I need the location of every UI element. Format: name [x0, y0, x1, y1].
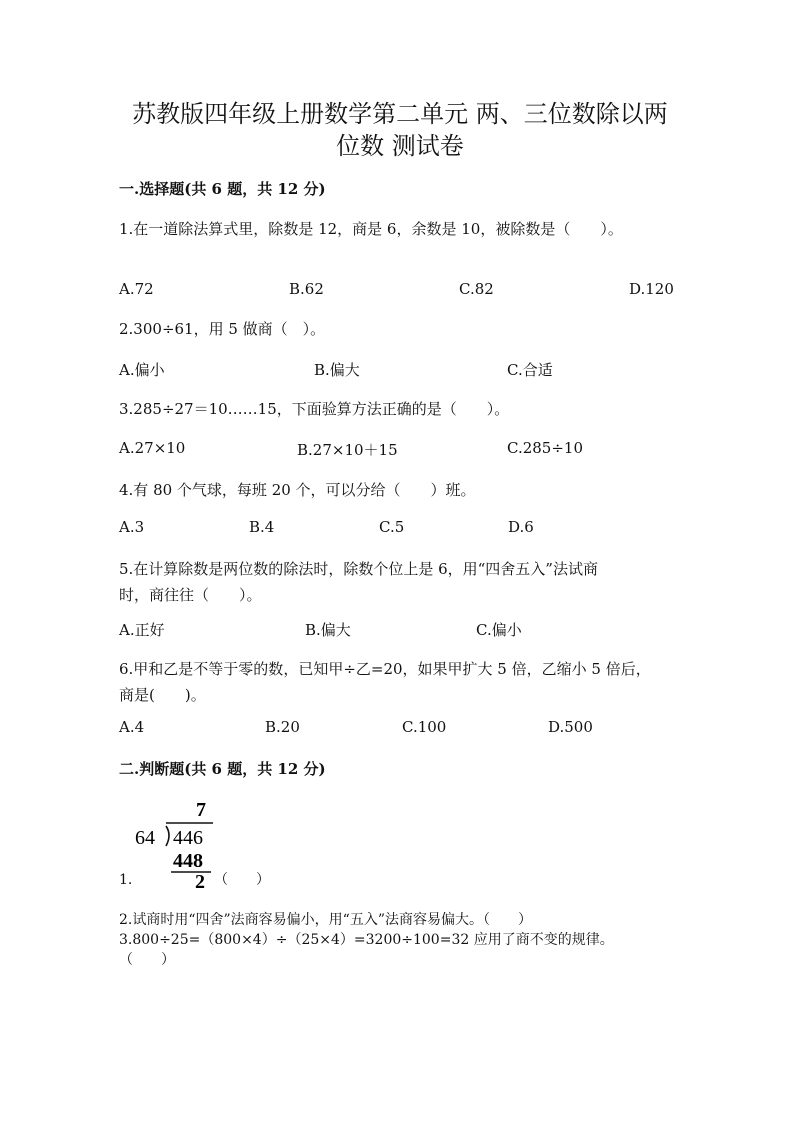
- title-line-1: 苏教版四年级上册数学第二单元 两、三位数除以两: [132, 100, 668, 128]
- section-heading-choice: 一.选择题(共 6 题，共 12 分): [119, 180, 326, 198]
- option-a: A.正好: [119, 621, 165, 639]
- option-d: D.120: [629, 280, 674, 298]
- option-b: B.62: [289, 280, 324, 298]
- question-5-line-1: 5.在计算除数是两位数的除法时，除数个位上是 6，用“四舍五入”法试商: [119, 560, 598, 578]
- option-b: B.偏大: [314, 361, 360, 379]
- question-5-line-2: 时，商往往（ ）。: [119, 586, 262, 604]
- question-6-options: [119, 718, 679, 740]
- question-1: 1.在一道除法算式里，除数是 12，商是 6，余数是 10，被除数是（ ）。: [119, 220, 623, 238]
- calc-remainder: 2: [195, 871, 205, 888]
- question-5: [119, 556, 679, 608]
- option-c: C.偏小: [476, 621, 522, 639]
- option-c: C.合适: [507, 361, 553, 379]
- question-3: 3.285÷27＝10……15，下面验算方法正确的是（ ）。: [119, 400, 510, 418]
- judge-question-3: [119, 930, 679, 970]
- option-a: A.3: [119, 518, 145, 536]
- option-a: A.4: [119, 718, 145, 736]
- option-a: A.27×10: [119, 439, 186, 457]
- question-6-line-1: 6.甲和乙是不等于零的数，已知甲÷乙=20，如果甲扩大 5 倍，乙缩小 5 倍后，: [119, 660, 651, 678]
- judge-question-3-line-2: （ ）: [119, 952, 175, 968]
- option-b: B.20: [265, 718, 300, 736]
- question-1-options: [119, 280, 679, 302]
- calc-dividend: 446: [173, 827, 203, 849]
- question-4: 4.有 80 个气球，每班 20 个，可以分给（ ）班。: [119, 481, 476, 499]
- option-b: B.4: [249, 518, 275, 536]
- question-6-line-2: 商是( )。: [119, 686, 206, 704]
- option-b: B.27×10＋15: [297, 441, 398, 459]
- question-5-options: [119, 619, 679, 641]
- option-a: A.偏小: [119, 361, 165, 379]
- option-a: A.72: [119, 280, 154, 298]
- division-bracket: [166, 826, 169, 846]
- judge-question-2: 2.试商时用“四舍”法商容易偏小，用“五入”法商容易偏大。（ ）: [119, 912, 532, 928]
- option-c: C.285÷10: [507, 439, 583, 457]
- title-line-2: 位数 测试卷: [336, 132, 464, 160]
- judge-question-3-line-1: 3.800÷25=（800×4）÷（25×4）=3200÷100=32 应用了商不变的规律。: [119, 932, 614, 948]
- option-c: C.82: [459, 280, 494, 298]
- option-d: D.6: [508, 518, 534, 536]
- calc-quotient: 7: [196, 799, 206, 821]
- section-heading-judge: 二.判断题(共 6 题，共 12 分): [119, 760, 326, 778]
- calc-product: 448: [173, 850, 203, 872]
- judge-question-1-number: 1.: [119, 872, 133, 888]
- question-4-options: [119, 518, 679, 540]
- option-d: D.500: [548, 718, 593, 736]
- question-2-options: [119, 359, 679, 381]
- judge-question-1-blank: （ ）: [214, 872, 270, 888]
- option-c: C.100: [402, 718, 447, 736]
- question-2: 2.300÷61，用 5 做商（ ）。: [119, 320, 326, 338]
- page-title: [100, 98, 700, 162]
- option-b: B.偏大: [305, 621, 351, 639]
- question-3-options: [119, 439, 679, 461]
- question-6: [119, 656, 679, 708]
- option-c: C.5: [379, 518, 405, 536]
- calc-divisor: 64: [135, 827, 155, 849]
